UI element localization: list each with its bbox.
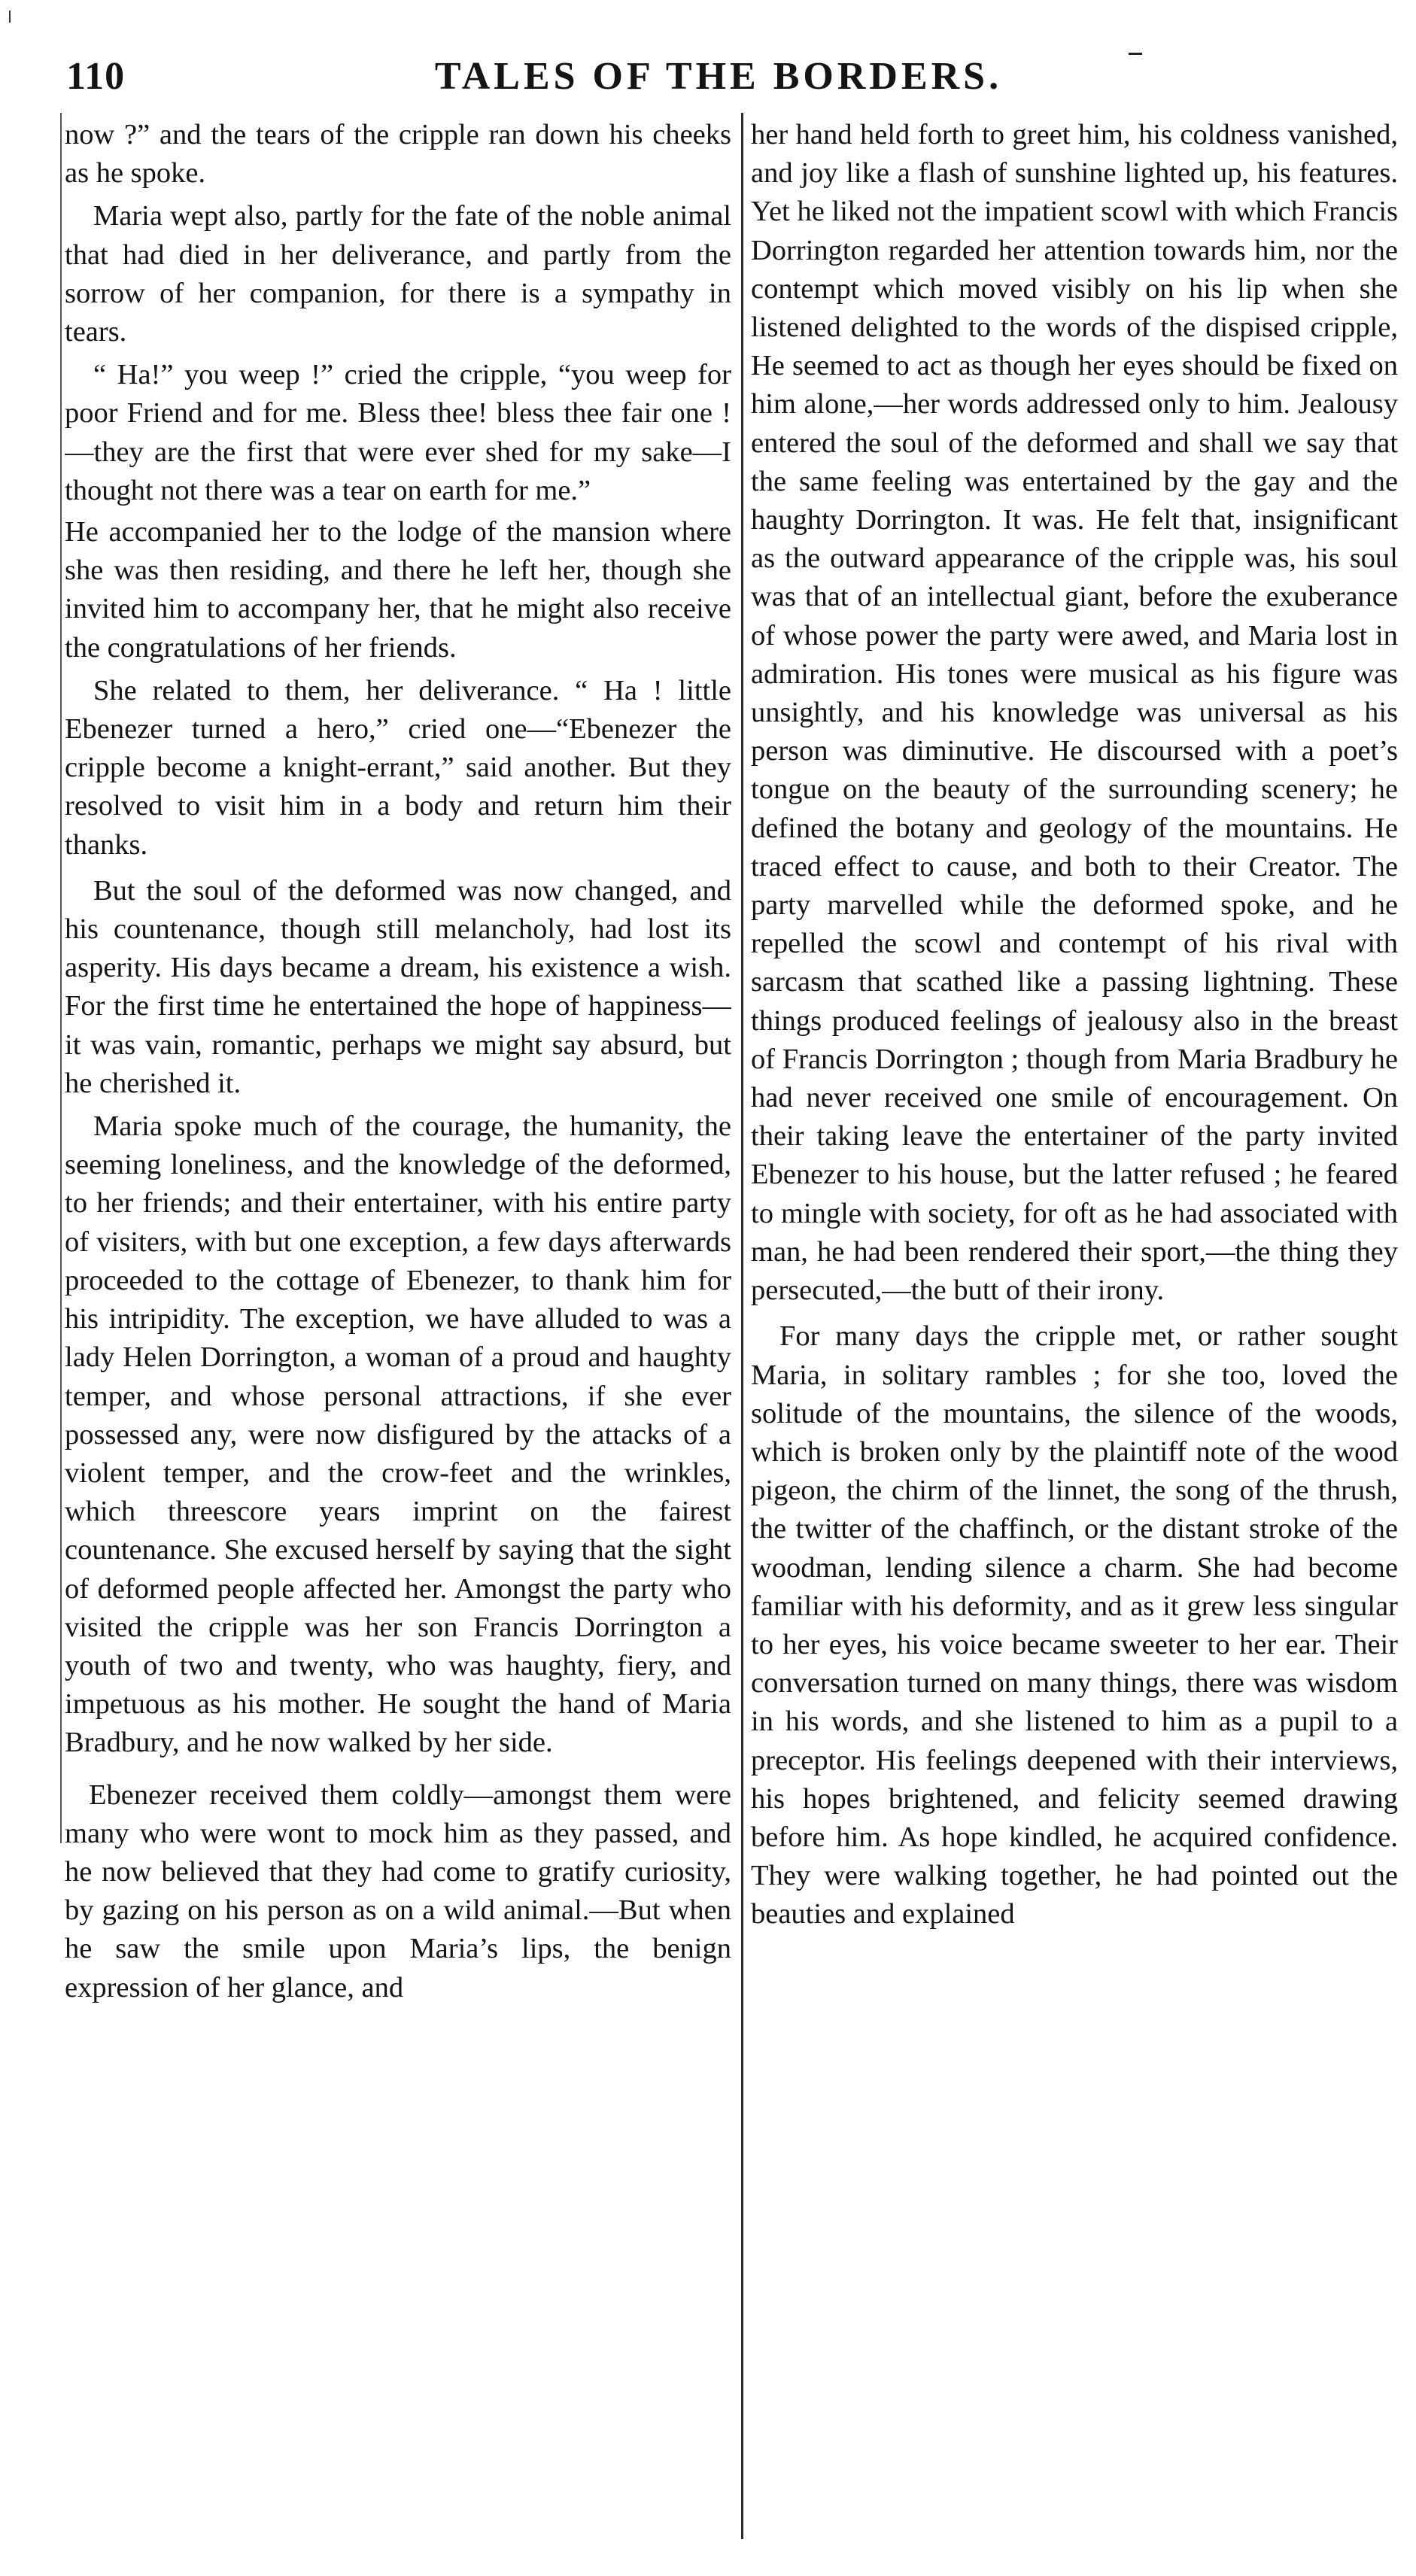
paragraph: Maria spoke much of the courage, the humanity, the seeming loneliness, and the knowledge of the deformed, to her friends; and their entertainer, with his entire party of visiters, with but one exception, a few days afterwards proceeded to the cottage of Ebenezer, to thank him for his intripidity. The exception, we have alluded to was a lady Helen Dorrington, a woman of a proud and haughty temper, and whose personal attractions, if she ever possessed any, were now disfigured by the attacks of a violent temper, and the crow-feet and the wrinkles, which threescore years imprint on the fairest countenance. She excused herself by saying that the sight of deformed people affected her. Amongst the party who visited the cripple was her son Francis Dorrington a youth of two and twenty, who was haughty, fiery, and impetuous as his mother. He sought the hand of Maria Bradbury, and he now walked by her side. — [65, 1110, 731, 1759]
left-margin-rule — [60, 113, 62, 1843]
paragraph: She related to them, her deliverance. “ Ha ! little Ebenezer turned a hero,” cried one—“Ebenezer the cripple become a knight-errant,” said another. But they resolved to visit him in a body and return him their thanks. — [65, 674, 731, 861]
page-header — [60, 44, 1377, 119]
running-title: TALES OF THE BORDERS. — [434, 55, 1003, 98]
paragraph: Maria wept also, partly for the fate of the noble animal that had died in her deliverance, and partly from the sorrow of her companion, for there is a sympathy in tears. — [65, 200, 731, 348]
paragraph: But the soul of the deformed was now changed, and his countenance, though still melancholy, had lost its asperity. His days became a dream, his existence a wish. For the first time he entertained the hope of happiness—it was vain, romantic, perhaps we might say absurd, but he cherished it. — [65, 874, 731, 1099]
paragraph: “ Ha!” you weep !” cried the cripple, “you weep for poor Friend and for me. Bless thee! bless thee fair one !—they are the first that were ever shed for my sake—I thought not there was a tear on earth for me.” — [65, 359, 731, 506]
paragraph: Ebenezer received them coldly—amongst them were many who were wont to mock him as they passed, and he now believed that they had come to gratify curiosity, by gazing on his person as on a wild animal.—But when he saw the smile upon Maria’s lips, the benign expression of her glance, and — [65, 1779, 731, 2003]
column-divider — [741, 113, 743, 2539]
right-column — [751, 113, 1398, 2543]
paragraph: He accompanied her to the lodge of the mansion where she was then residing, and there he left her, though she invited him to accompany her, that he might also receive the congratulations of her friends. — [65, 516, 731, 664]
paragraph: her hand held forth to greet him, his coldness vanished, and joy like a flash of sunshine lighted up, his features. Yet he liked not the impatient scowl with which Francis Dorrington regarded her attention towards him, nor the contempt which moved visibly on his lip when she listened delighted to the words of the dispised cripple, He seemed to act as though her eyes should be fixed on him alone,—her words addressed only to him. Jealousy entered the soul of the deformed and shall we say that the same feeling was entertained by the gay and the haughty Dorrington. It was. He felt that, insignificant as the outward appearance of the cripple was, his soul was that of an intellectual giant, before the exuberance of whose power the party were awed, and Maria lost in admiration. His tones were musical as his figure was unsightly, and his knowledge was universal as his person was diminutive. He discoursed with a poet’s tongue on the beauty of the surrounding scenery; he defined the botany and geology of the mountains. He traced effect to cause, and both to their Creator. The party marvelled while the deformed spoke, and he repelled the scowl and contempt of his rival with sarcasm that scathed like a passing lightning. These things produced feelings of jealousy also in the breast of Francis Dorrington ; though from Maria Bradbury he had never received one smile of encouragement. On their taking leave the entertainer of the party invited Ebenezer to his house, but the latter refused ; he feared to mingle with society, for oft as he had associated with man, he had been rendered their sport,—the thing they persecuted,—the butt of their irony. — [751, 119, 1398, 1307]
page-number: 110 — [66, 55, 126, 98]
paragraph: now ?” and the tears of the cripple ran down his cheeks as he spoke. — [65, 119, 731, 190]
scan-mark — [9, 11, 11, 23]
paragraph: For many days the cripple met, or rather sought Maria, in solitary rambles ; for she too, loved the solitude of the mountains, the silence of the woods, which is broken only by the plaintiff note of the wood pigeon, the chirm of the linnet, the song of the thrush, the twitter of the chaffinch, or the distant stroke of the woodman, lending silence a charm. She had become familiar with his deformity, and as it grew less singular to her eyes, his voice became sweeter to her ear. Their conversation turned on many things, there was wisdom in his words, and she listened to him as a pupil to a preceptor. His feelings deepened with their interviews, his hopes brightened, and felicity seemed drawing before him. As hope kindled, he acquired confidence. They were walking together, he had pointed out the beauties and explained — [751, 1320, 1398, 1930]
left-column — [65, 113, 731, 2543]
